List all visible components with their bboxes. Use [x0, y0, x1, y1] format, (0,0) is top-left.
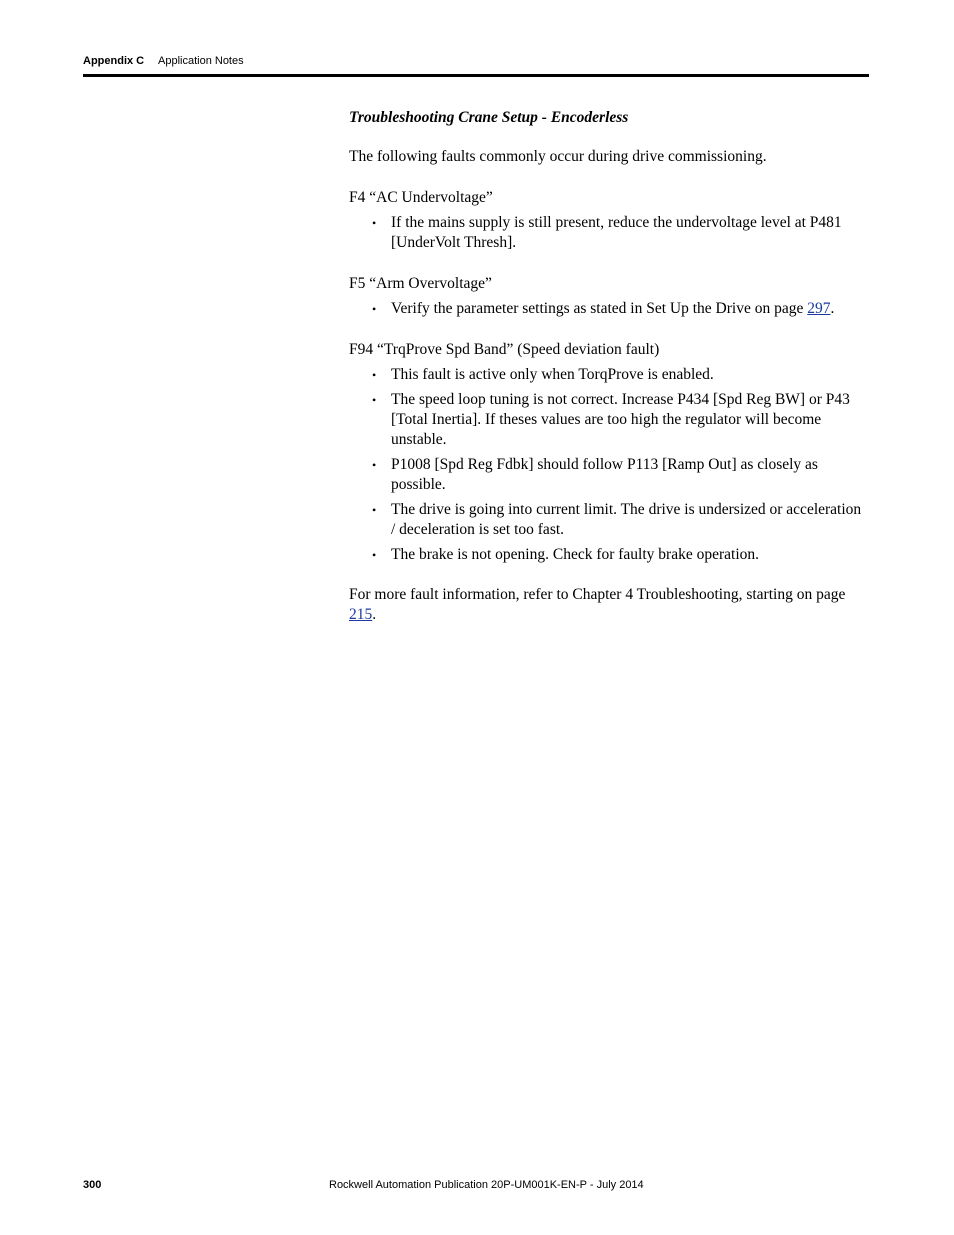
main-content — [349, 106, 869, 625]
bullet-icon: • — [372, 458, 377, 472]
list-item-text: Verify the parameter settings as stated in Set Up the Drive on page — [391, 300, 808, 317]
list-item — [372, 299, 869, 319]
list-item — [372, 365, 869, 385]
closing-text: For more fault information, refer to Chapter 4 Troubleshooting, starting on page — [349, 586, 846, 603]
page-footer — [83, 1176, 868, 1194]
list-item-suffix: . — [830, 300, 835, 317]
fault-list-f5 — [349, 299, 869, 319]
list-item-text: If the mains supply is still present, reduce the undervoltage level at P481 [UnderVolt Thresh]. — [391, 214, 842, 251]
bullet-icon: • — [372, 393, 377, 407]
section-label: Application Notes — [158, 55, 244, 67]
list-item — [372, 455, 869, 495]
list-item-text: This fault is active only when TorqProve is enabled. — [391, 366, 714, 383]
appendix-label: Appendix C — [83, 55, 145, 67]
list-item-text: The brake is not opening. Check for faulty brake operation. — [391, 546, 760, 563]
closing-suffix: . — [372, 606, 377, 623]
list-item-text: The speed loop tuning is not correct. Increase P434 [Spd Reg BW] or P43 [Total Inertia]. If theses values are too high the regulator will become unstable. — [391, 391, 850, 448]
page-link-297[interactable]: 297 — [807, 300, 831, 317]
bullet-icon: • — [372, 216, 377, 230]
header-rule — [83, 74, 869, 77]
publication-info: Rockwell Automation Publication 20P-UM001K-EN-P - July 2014 — [329, 1179, 644, 1191]
page-number: 300 — [83, 1179, 102, 1191]
list-item — [372, 545, 869, 565]
bullet-icon: • — [372, 302, 377, 316]
fault-heading-f94: F94 “TrqProve Spd Band” (Speed deviation fault) — [349, 341, 660, 358]
list-item — [372, 213, 869, 253]
bullet-icon: • — [372, 503, 377, 517]
intro-paragraph: The following faults commonly occur during drive commissioning. — [349, 148, 767, 165]
bullet-icon: • — [372, 548, 377, 562]
list-item-text: P1008 [Spd Reg Fdbk] should follow P113 [Ramp Out] as closely as possible. — [391, 456, 818, 493]
bullet-icon: • — [372, 368, 377, 382]
page-header — [83, 52, 868, 70]
page-link-215[interactable]: 215 — [349, 606, 373, 623]
section-title: Troubleshooting Crane Setup - Encoderless — [349, 109, 629, 126]
closing-paragraph — [349, 585, 869, 625]
fault-list-f94 — [349, 365, 869, 565]
list-item — [372, 390, 869, 450]
list-item — [372, 500, 869, 540]
fault-list-f4 — [349, 213, 869, 253]
list-item-text: The drive is going into current limit. The drive is undersized or acceleration / deceleration is set too fast. — [391, 501, 862, 538]
fault-heading-f5: F5 “Arm Overvoltage” — [349, 275, 492, 292]
fault-heading-f4: F4 “AC Undervoltage” — [349, 189, 493, 206]
